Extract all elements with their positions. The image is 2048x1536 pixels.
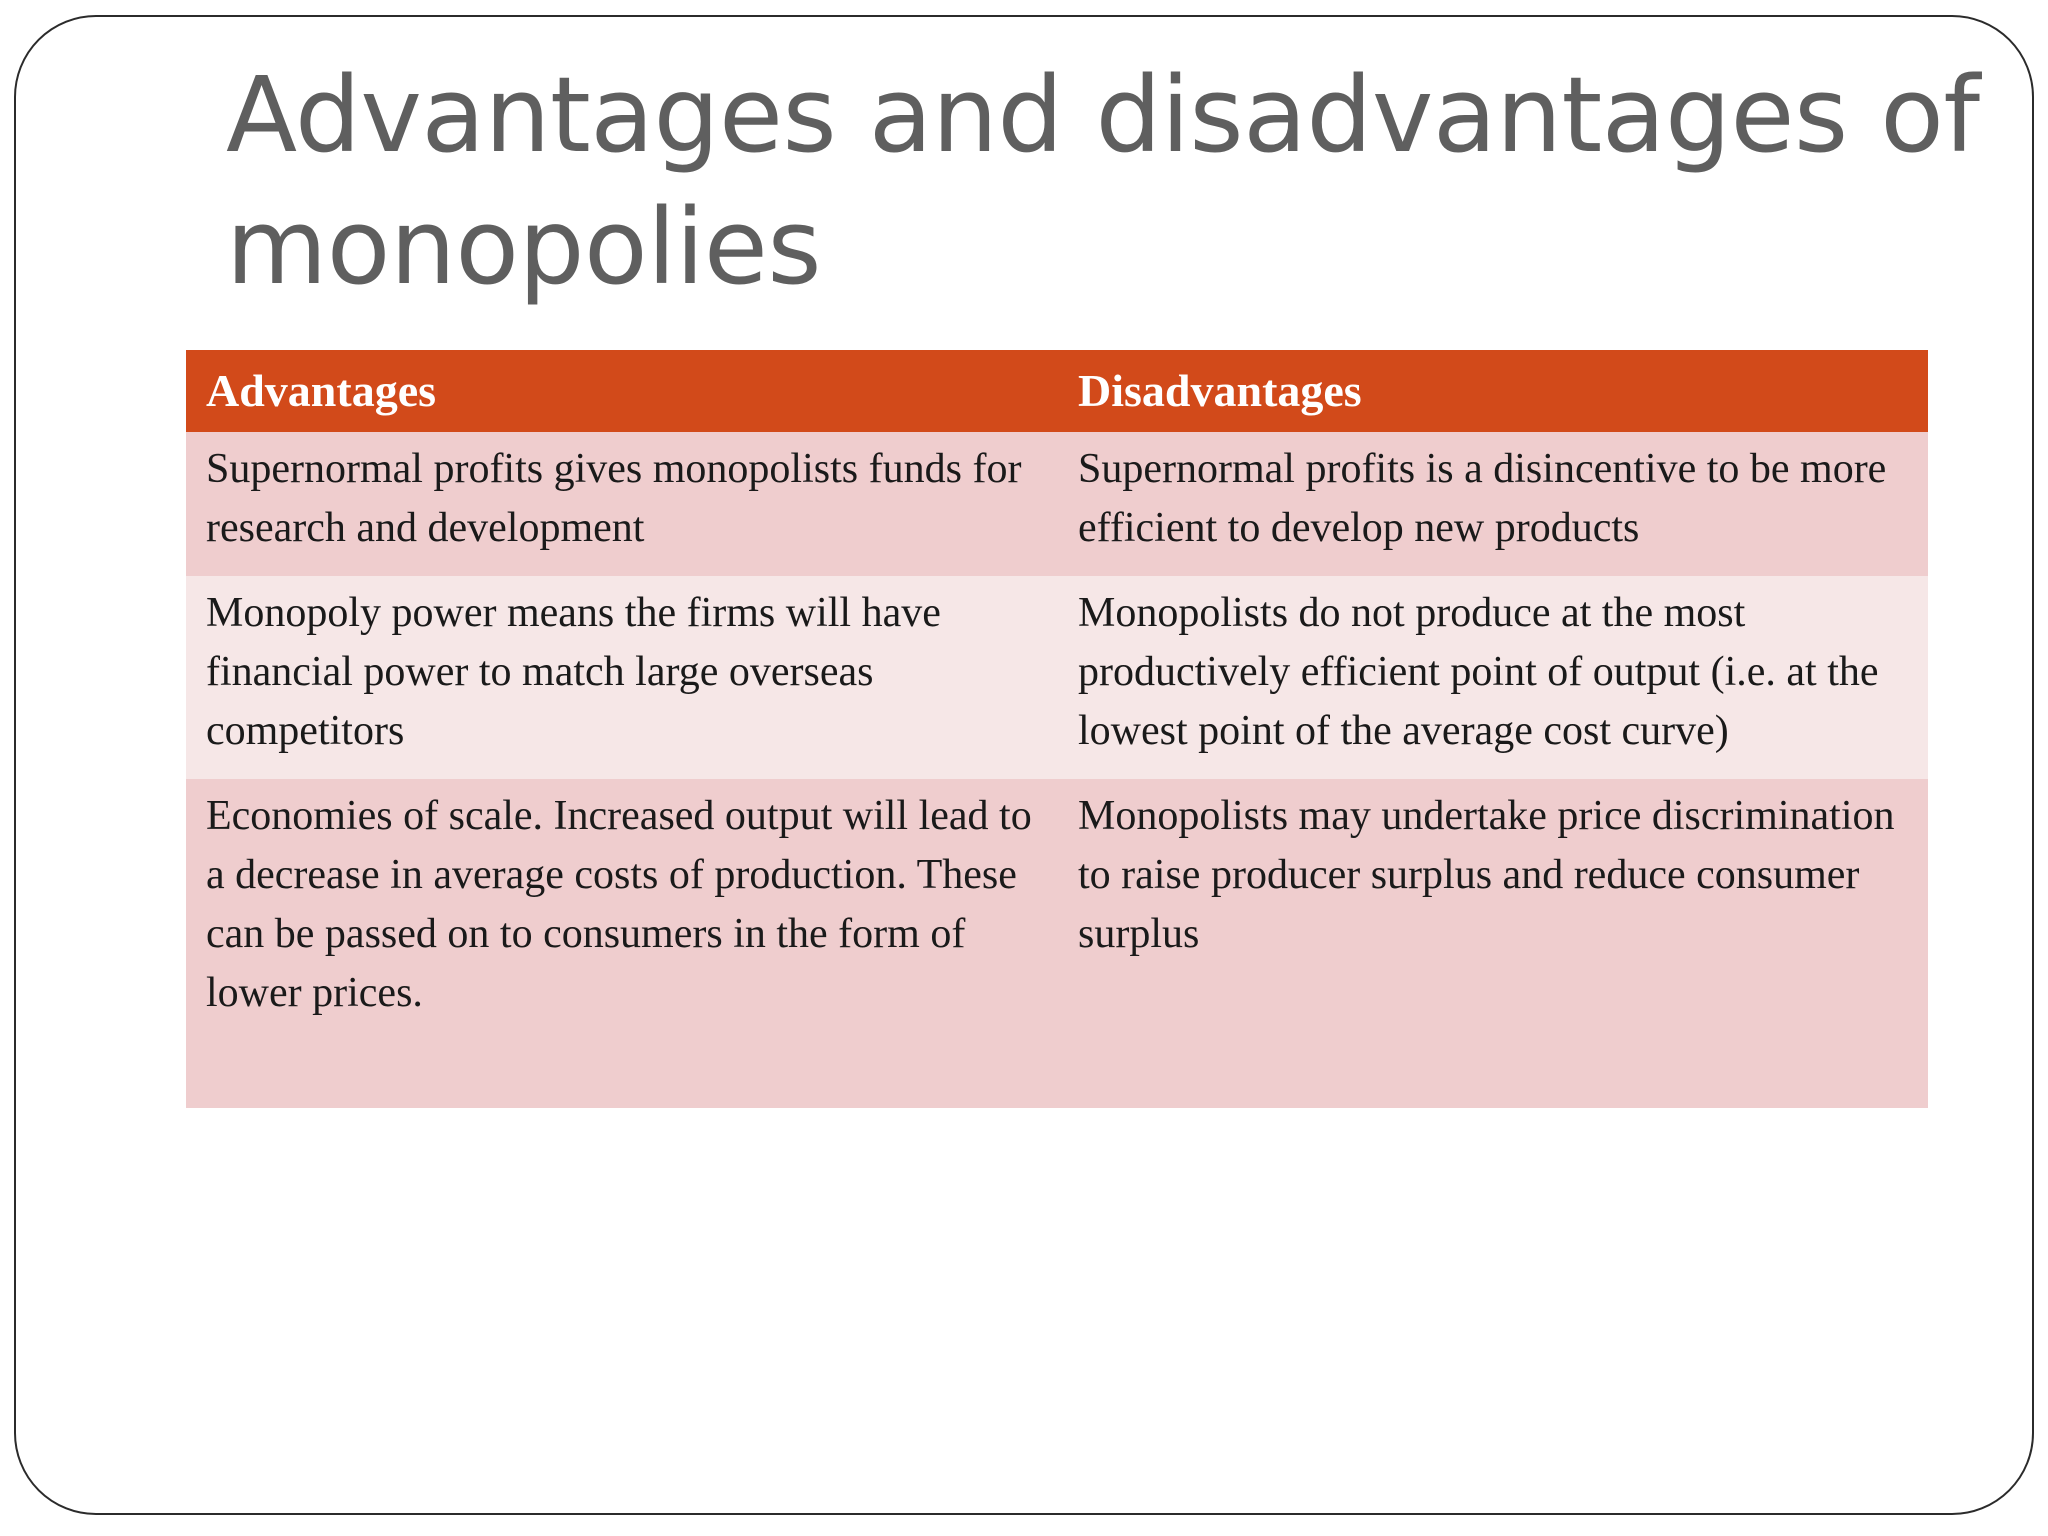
advantage-cell: Monopoly power means the firms will have financial power to match large overseas competitors [186, 576, 1058, 779]
header-advantages: Advantages [186, 350, 1058, 432]
slide-title: Advantages and disadvantages of monopolies [226, 54, 1980, 308]
table-row [186, 779, 1928, 1108]
advantage-cell: Economies of scale. Increased output will lead to a decrease in average costs of production. These can be passed on to consumers in the form of lower prices. [186, 779, 1058, 1108]
disadvantage-cell: Supernormal profits is a disincentive to be more efficient to develop new products [1058, 432, 1928, 576]
header-disadvantages: Disadvantages [1058, 350, 1928, 432]
comparison-table-container [186, 350, 1928, 1108]
disadvantage-cell: Monopolists may undertake price discrimination to raise producer surplus and reduce consumer surplus [1058, 779, 1928, 1108]
table-row [186, 432, 1928, 576]
comparison-table [186, 350, 1928, 1108]
table-row [186, 576, 1928, 779]
table-header-row [186, 350, 1928, 432]
advantage-cell: Supernormal profits gives monopolists funds for research and development [186, 432, 1058, 576]
disadvantage-cell: Monopolists do not produce at the most productively efficient point of output (i.e. at the lowest point of the average cost curve) [1058, 576, 1928, 779]
slide-frame [14, 15, 2034, 1515]
